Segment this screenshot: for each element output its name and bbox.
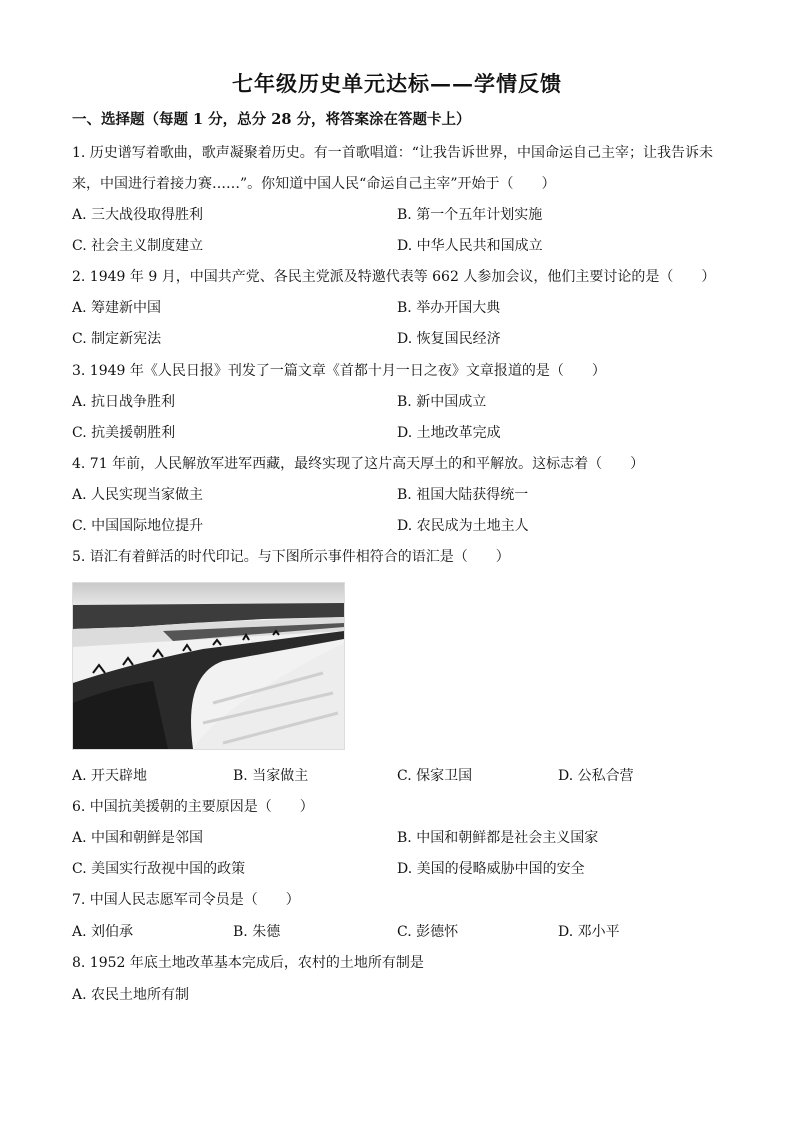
q7-option-b[interactable]: B. 朱德: [233, 924, 281, 940]
q7-option-c[interactable]: C. 彭德怀: [397, 924, 459, 940]
q1-option-a[interactable]: A. 三大战役取得胜利: [72, 207, 204, 223]
q3-option-a[interactable]: A. 抗日战争胜利: [72, 394, 176, 410]
q3-stem: 3. 1949 年《人民日报》刊发了一篇文章《首都十月一日之夜》文章报道的是（ ）: [72, 363, 606, 379]
q6-option-c[interactable]: C. 美国实行敌视中国的政策: [72, 861, 246, 877]
q1-option-c[interactable]: C. 社会主义制度建立: [72, 238, 204, 254]
section-heading: 一、选择题（每题 1 分，总分 28 分，将答案涂在答题卡上）: [72, 111, 471, 128]
q7-option-d[interactable]: D. 邓小平: [558, 924, 620, 940]
q3-option-b[interactable]: B. 新中国成立: [397, 394, 487, 410]
q5-stem: 5. 语汇有着鲜活的时代印记。与下图所示事件相符合的语汇是（ ）: [72, 549, 510, 565]
q5-option-d[interactable]: D. 公私合营: [558, 768, 634, 784]
q2-option-a[interactable]: A. 筹建新中国: [72, 300, 162, 316]
q2-stem: 2. 1949 年 9 月，中国共产党、各民主党派及特邀代表等 662 人参加会议，他们主要讨论的是（ ）: [72, 269, 716, 285]
q1-option-b[interactable]: B. 第一个五年计划实施: [397, 207, 543, 223]
q4-option-b[interactable]: B. 祖国大陆获得统一: [397, 487, 529, 503]
page-title: 七年级历史单元达标——学情反馈: [232, 71, 562, 96]
q7-option-a[interactable]: A. 刘伯承: [72, 924, 134, 940]
q4-option-c[interactable]: C. 中国国际地位提升: [72, 518, 204, 534]
q8-stem: 8. 1952 年底土地改革基本完成后，农村的土地所有制是: [72, 955, 424, 971]
q3-option-c[interactable]: C. 抗美援朝胜利: [72, 425, 176, 441]
q2-option-b[interactable]: B. 举办开国大典: [397, 300, 501, 316]
q1-option-d[interactable]: D. 中华人民共和国成立: [397, 238, 543, 254]
q8-option-a[interactable]: A. 农民土地所有制: [72, 987, 190, 1003]
q2-option-c[interactable]: C. 制定新宪法: [72, 331, 162, 347]
q6-stem: 6. 中国抗美援朝的主要原因是（ ）: [72, 799, 314, 815]
q5-option-b[interactable]: B. 当家做主: [233, 768, 309, 784]
q4-option-d[interactable]: D. 农民成为土地主人: [397, 518, 529, 534]
q4-option-a[interactable]: A. 人民实现当家做主: [72, 487, 204, 503]
q6-option-d[interactable]: D. 美国的侵略威胁中国的安全: [397, 861, 585, 877]
q1-stem-line1: 1. 历史谱写着歌曲，歌声凝聚着历史。有一首歌唱道：“让我告诉世界，中国命运自己主宰；让我告诉未: [72, 145, 713, 161]
q1-stem-line2: 来，中国进行着接力赛……”。你知道中国人民“命运自己主宰”开始于（ ）: [72, 176, 556, 192]
troops-crossing-river-photo: [72, 582, 345, 750]
q5-option-c[interactable]: C. 保家卫国: [397, 768, 473, 784]
q4-stem: 4. 71 年前，人民解放军进军西藏，最终实现了这片高天厚土的和平解放。这标志着（ ）: [72, 456, 645, 472]
q7-stem: 7. 中国人民志愿军司令员是（ ）: [72, 892, 300, 908]
q2-option-d[interactable]: D. 恢复国民经济: [397, 331, 501, 347]
q3-option-d[interactable]: D. 土地改革完成: [397, 425, 501, 441]
q6-option-a[interactable]: A. 中国和朝鲜是邻国: [72, 830, 204, 846]
q5-option-a[interactable]: A. 开天辟地: [72, 768, 148, 784]
q6-option-b[interactable]: B. 中国和朝鲜都是社会主义国家: [397, 830, 599, 846]
